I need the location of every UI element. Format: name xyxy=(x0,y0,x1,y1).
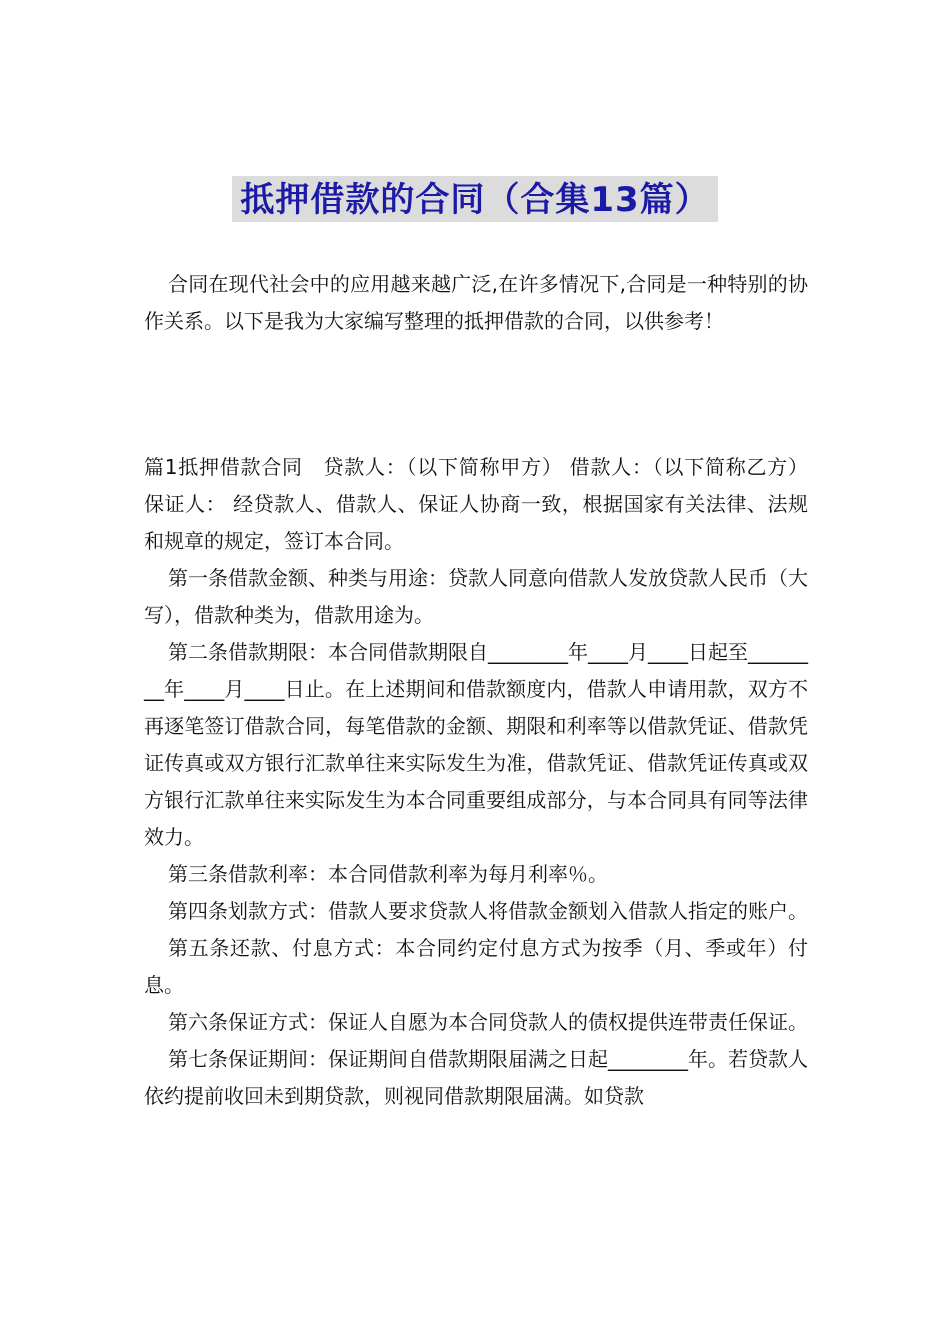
contract-body xyxy=(144,449,808,1115)
article-7-paragraph: 第七条保证期间：保证期间自借款期限届满之日起________年。若贷款人依约提前收回未到期贷款，则视同借款期限届满。如贷款 xyxy=(144,1047,808,1108)
title-container xyxy=(0,176,950,222)
article-2-paragraph: 第二条借款期限：本合同借款期限自________年____月____日起至________年____月____日止。在上述期间和借款额度内，借款人申请用款，双方不再逐笔签订借款合同，每笔借款的金额、期限和利率等以借款凭证、借款凭证传真或双方银行汇款单往来实际发生为准，借款凭证、借款凭证传真或双方银行汇款单往来实际发生为本合同重要组成部分，与本合同具有同等法律效力。 xyxy=(144,640,808,849)
contract-paragraph-1: 篇1抵押借款合同 贷款人：（以下简称甲方） 借款人：（以下简称乙方） 保证人： 经贷款人、借款人、保证人协商一致，根据国家有关法律、法规和规章的规定，签订本合同。 xyxy=(144,455,808,553)
article-5-paragraph: 第五条还款、付息方式：本合同约定付息方式为按季（月、季或年）付息。 xyxy=(144,936,808,997)
article-1-paragraph: 第一条借款金额、种类与用途：贷款人同意向借款人发放贷款人民币（大写），借款种类为，借款用途为。 xyxy=(144,566,808,627)
intro-section xyxy=(144,266,808,340)
article-4-paragraph: 第四条划款方式：借款人要求贷款人将借款金额划入借款人指定的账户。 xyxy=(168,899,808,923)
intro-paragraph: 合同在现代社会中的应用越来越广泛,在许多情况下,合同是一种特别的协作关系。以下是我为大家编写整理的抵押借款的合同，以供参考！ xyxy=(144,272,808,333)
article-3-paragraph: 第三条借款利率：本合同借款利率为每月利率％。 xyxy=(168,862,608,886)
document-title: 抵押借款的合同（合集13篇） xyxy=(232,176,717,222)
article-6-paragraph: 第六条保证方式：保证人自愿为本合同贷款人的债权提供连带责任保证。 xyxy=(168,1010,808,1034)
